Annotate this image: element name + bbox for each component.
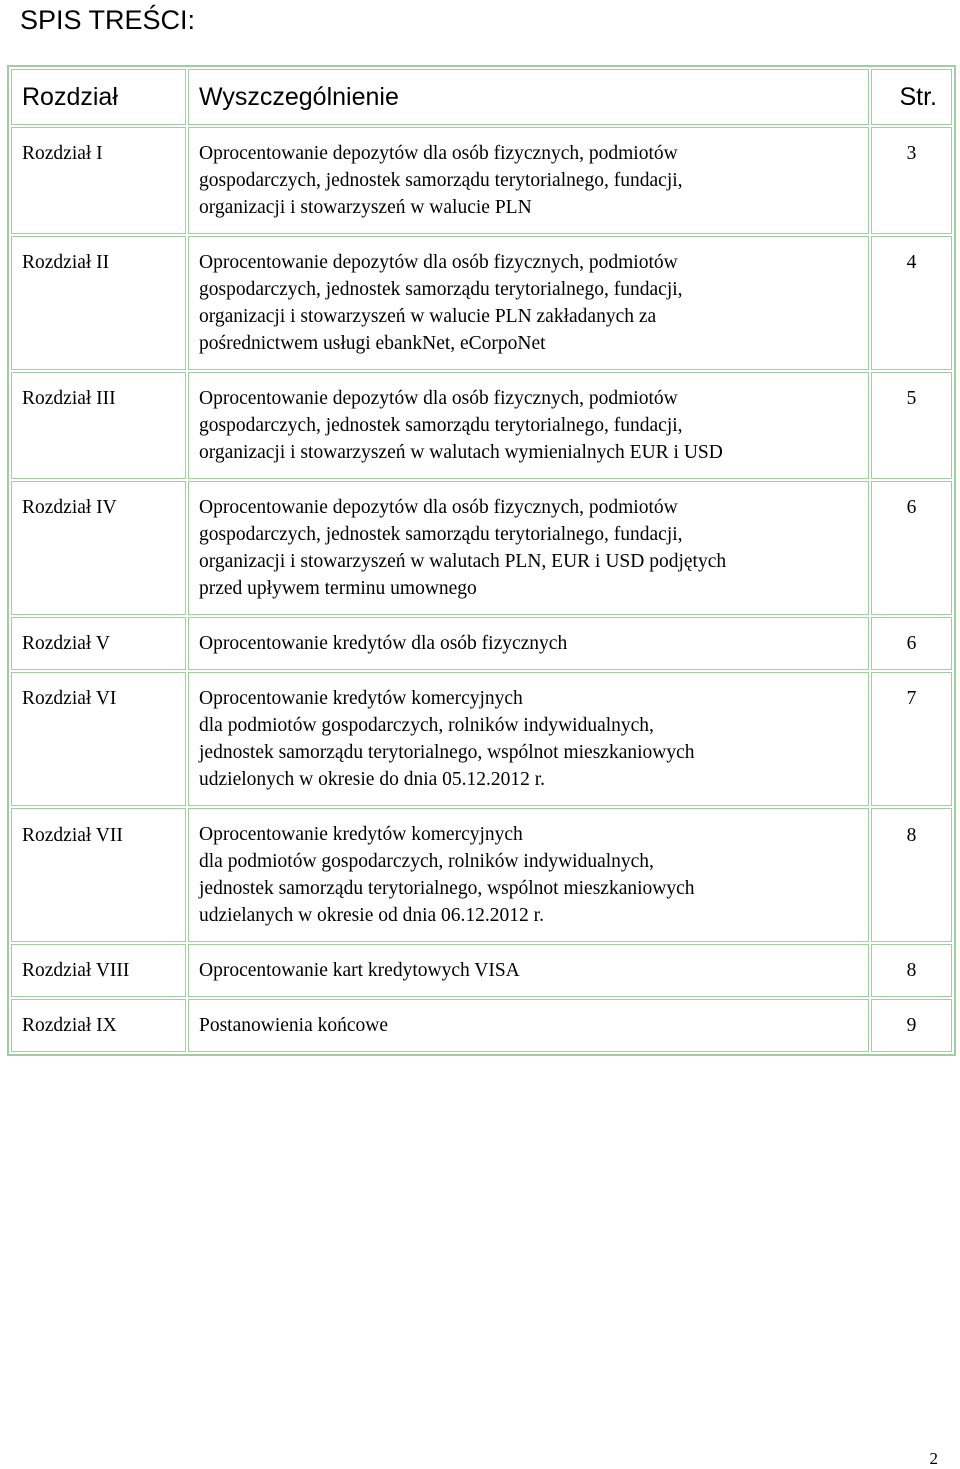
toc-row — [11, 617, 952, 670]
toc-row — [11, 127, 952, 234]
toc-page-number: 6 — [871, 617, 952, 670]
toc-chapter: Rozdział VIII — [11, 944, 186, 997]
toc-description: Oprocentowanie kredytów komercyjnych dla podmiotów gospodarczych, rolników indywidualnych, jednostek samorządu terytorialnego, wspólnot mieszkaniowych udzielonych w okresie do dnia 05.12.2012 r. — [188, 672, 869, 806]
page-number: 2 — [929, 1449, 938, 1468]
toc-page-number: 8 — [871, 808, 952, 942]
toc-chapter: Rozdział I — [11, 127, 186, 234]
toc-row — [11, 672, 952, 806]
toc-header-chapter: Rozdział — [11, 69, 186, 125]
toc-chapter: Rozdział II — [11, 236, 186, 370]
toc-row — [11, 481, 952, 615]
toc-description: Oprocentowanie kredytów dla osób fizycznych — [188, 617, 869, 670]
table-of-contents — [7, 65, 956, 1056]
toc-page-number: 6 — [871, 481, 952, 615]
toc-chapter: Rozdział III — [11, 372, 186, 479]
toc-chapter: Rozdział V — [11, 617, 186, 670]
toc-page-number: 5 — [871, 372, 952, 479]
toc-page-number: 7 — [871, 672, 952, 806]
toc-row — [11, 236, 952, 370]
toc-row — [11, 808, 952, 942]
toc-page-number: 8 — [871, 944, 952, 997]
toc-page-number: 9 — [871, 999, 952, 1052]
toc-page-number: 3 — [871, 127, 952, 234]
toc-description: Oprocentowanie depozytów dla osób fizycznych, podmiotów gospodarczych, jednostek samorządu terytorialnego, fundacji, organizacji i stowarzyszeń w walutach PLN, EUR i USD podjętych przed upływem terminu umownego — [188, 481, 869, 615]
toc-description: Oprocentowanie depozytów dla osób fizycznych, podmiotów gospodarczych, jednostek samorządu terytorialnego, fundacji, organizacji i stowarzyszeń w walucie PLN zakładanych za pośrednictwem usługi ebankNet, eCorpoNet — [188, 236, 869, 370]
toc-row — [11, 999, 952, 1052]
toc-row — [11, 944, 952, 997]
toc-header-page: Str. — [871, 69, 952, 125]
toc-chapter: Rozdział IX — [11, 999, 186, 1052]
toc-header-description: Wyszczególnienie — [188, 69, 869, 125]
toc-description: Oprocentowanie depozytów dla osób fizycznych, podmiotów gospodarczych, jednostek samorządu terytorialnego, fundacji, organizacji i stowarzyszeń w walutach wymienialnych EUR i USD — [188, 372, 869, 479]
toc-header-row — [11, 69, 952, 125]
toc-row — [11, 372, 952, 479]
toc-description: Oprocentowanie depozytów dla osób fizycznych, podmiotów gospodarczych, jednostek samorządu terytorialnego, fundacji, organizacji i stowarzyszeń w walucie PLN — [188, 127, 869, 234]
toc-chapter: Rozdział VII — [11, 808, 186, 942]
toc-description: Postanowienia końcowe — [188, 999, 869, 1052]
page-heading: SPIS TREŚCI: — [20, 5, 196, 35]
toc-chapter: Rozdział IV — [11, 481, 186, 615]
toc-description: Oprocentowanie kredytów komercyjnych dla podmiotów gospodarczych, rolników indywidualnych, jednostek samorządu terytorialnego, wspólnot mieszkaniowych udzielanych w okresie od dnia 06.12.2012 r. — [188, 808, 869, 942]
toc-page-number: 4 — [871, 236, 952, 370]
toc-chapter: Rozdział VI — [11, 672, 186, 806]
toc-description: Oprocentowanie kart kredytowych VISA — [188, 944, 869, 997]
